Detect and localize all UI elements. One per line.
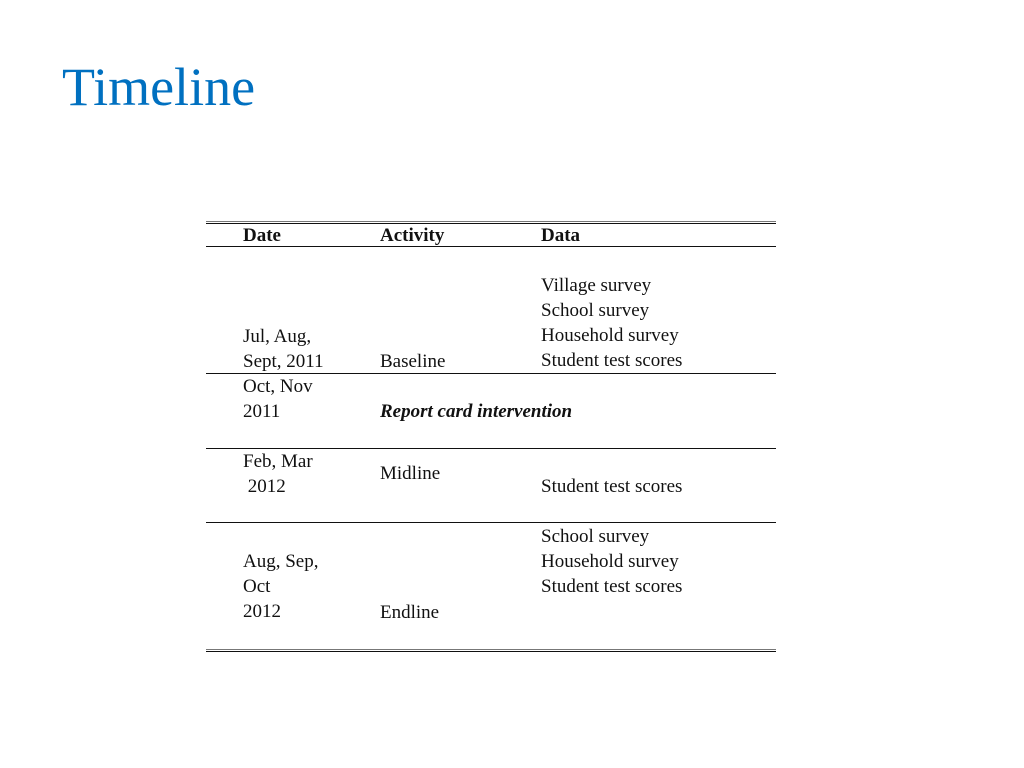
table-row-midline-data [541,474,682,499]
table-row-intervention-date [243,374,313,424]
header-rule [206,246,776,247]
table-row-endline-date [243,549,318,624]
table-row-endline-activity: Endline [380,602,440,623]
data-line: School survey [541,300,650,321]
table-row-intervention-activity: Report card intervention [380,401,573,422]
table-row-baseline-date [243,324,324,374]
date-line: 2011 [243,401,281,422]
data-line: Student test scores [541,476,683,497]
data-line: School survey [541,526,650,547]
table-row-baseline-data [541,273,682,373]
date-line: Sept, 2011 [243,351,324,372]
data-line: Student test scores [541,350,683,371]
date-line: Aug, Sep, [243,551,319,572]
slide-title: Timeline [62,57,256,117]
activity-column-header: Activity [380,225,445,246]
table-row-midline-date [243,449,313,499]
date-column-header: Date [243,225,281,246]
date-line: 2012 [243,601,281,622]
date-line: 2012 [243,476,286,497]
data-column-header: Data [541,225,581,246]
row-rule [206,522,776,523]
table-row-endline-data [541,524,682,599]
table-bottom-rule [206,649,776,652]
data-line: Household survey [541,551,679,572]
date-line: Oct, Nov [243,376,313,397]
data-line: Student test scores [541,576,683,597]
data-line: Household survey [541,325,679,346]
date-line: Feb, Mar [243,451,313,472]
table-top-rule [206,221,776,224]
date-line: Oct [243,576,271,597]
table-row-baseline-activity: Baseline [380,351,446,372]
data-line: Village survey [541,275,652,296]
table-row-midline-activity: Midline [380,463,441,484]
date-line: Jul, Aug, [243,326,312,347]
